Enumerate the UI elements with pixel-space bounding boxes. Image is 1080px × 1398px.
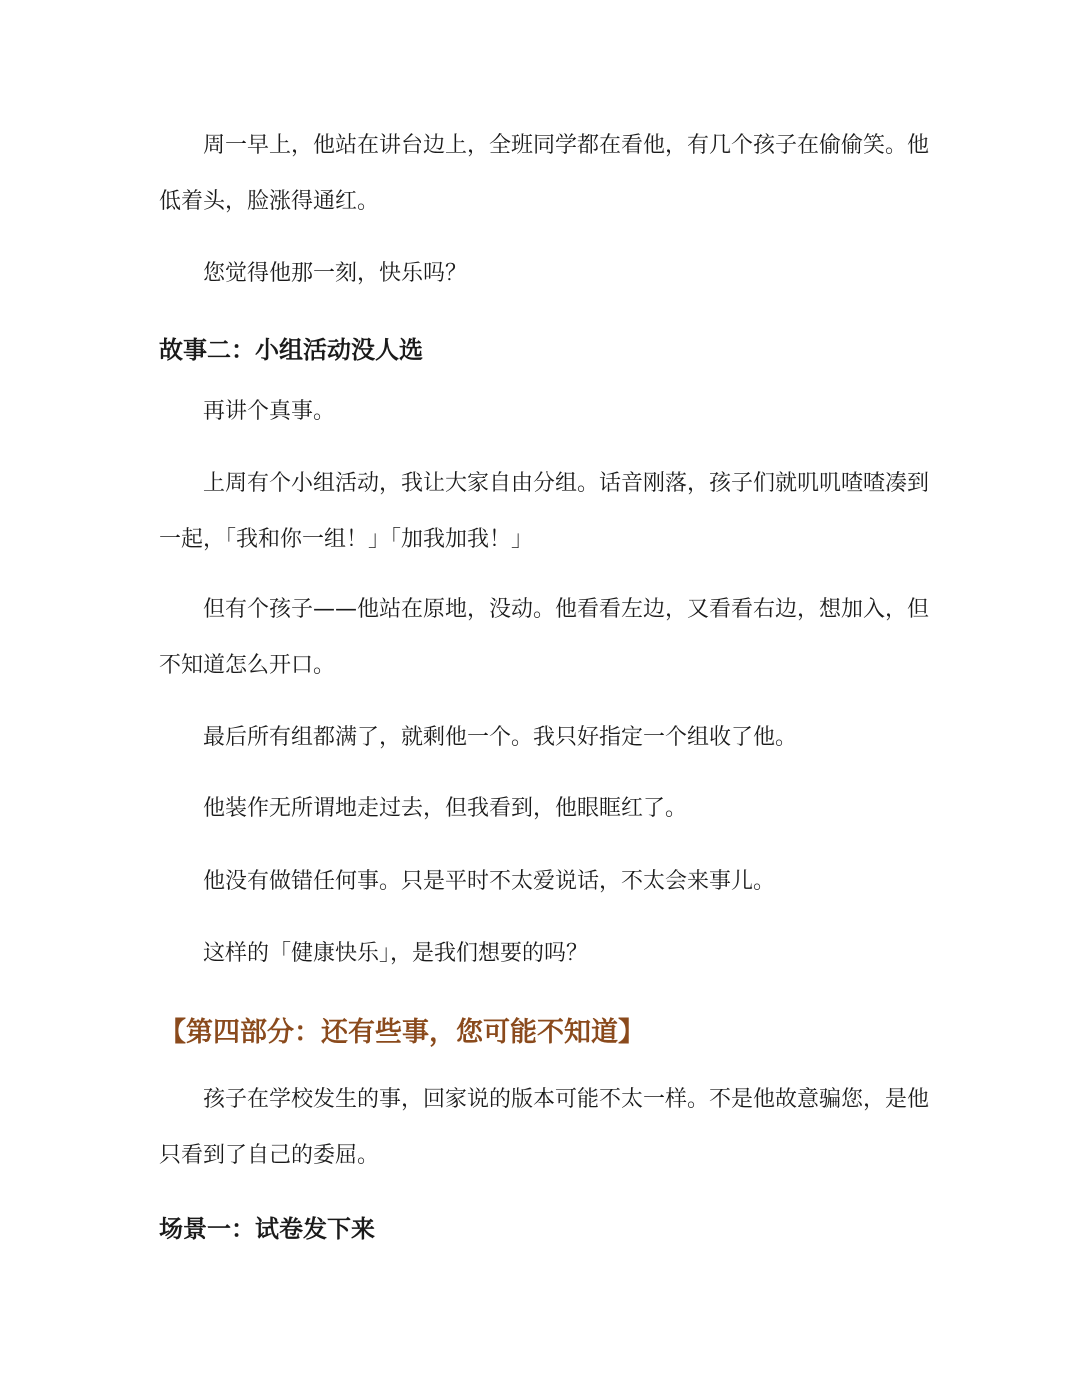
heading-scene-one: 场景一：试卷发下来 [159,1215,375,1243]
paragraph-group-activity: 上周有个小组活动，我让大家自由分组。话音刚落，孩子们就叽叽喳喳凑到一起，「我和你一组！」「加我加我！」 [159,471,930,552]
paragraph-eyes-red: 他装作无所谓地走过去，但我看到，他眼眶红了。 [203,796,688,821]
paragraph-child-standing-still: 但有个孩子——他站在原地，没动。他看看左边，又看看右边，想加入，但不知道怎么开口。 [159,597,930,678]
heading-part-four: 【第四部分：还有些事，您可能不知道】 [159,1017,645,1048]
paragraph-version-differs: 孩子在学校发生的事，回家说的版本可能不太一样。不是他故意骗您，是他只看到了自己的委屈。 [159,1087,930,1168]
paragraph-did-nothing-wrong: 他没有做错任何事。只是平时不太爱说话，不太会来事儿。 [203,869,776,894]
paragraph-healthy-happy-question: 这样的「健康快乐」，是我们想要的吗？ [203,941,589,966]
paragraph-happy-question: 您觉得他那一刻，快乐吗？ [203,261,468,286]
paragraph-monday-podium: 周一早上，他站在讲台边上，全班同学都在看他，有几个孩子在偷偷笑。他低着头，脸涨得通红。 [159,133,930,214]
paragraph-groups-full: 最后所有组都满了，就剩他一个。我只好指定一个组收了他。 [203,725,798,750]
heading-story-two: 故事二：小组活动没人选 [159,336,423,364]
paragraph-another-true-story: 再讲个真事。 [203,399,336,424]
